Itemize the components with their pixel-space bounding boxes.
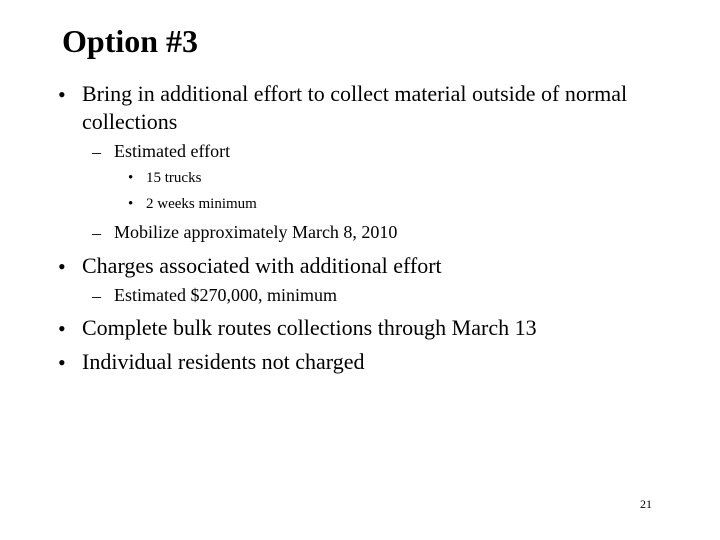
dash-icon: – — [92, 286, 101, 306]
dash-icon: – — [92, 223, 101, 243]
bullet-icon: • — [128, 170, 134, 186]
dash-icon: – — [92, 142, 101, 162]
sub-bullet-text: Estimated effort — [114, 141, 231, 161]
bullet-text: Charges associated with additional effort — [82, 253, 442, 278]
sub-bullet-text: Mobilize approximately March 8, 2010 — [114, 222, 398, 242]
bullet-text: Bring in additional effort to collect material outside of normal — [82, 81, 628, 106]
bullet-text-continuation: collections — [82, 109, 178, 134]
bullet-text: Complete bulk routes collections through March 13 — [82, 315, 537, 340]
bullet-icon: • — [128, 196, 134, 212]
page-number: 21 — [640, 497, 652, 511]
bullet-icon: • — [58, 82, 66, 107]
slide-title: Option #3 — [62, 23, 199, 59]
bullet-icon: • — [58, 254, 66, 279]
bullet-icon: • — [58, 350, 66, 375]
sub-sub-bullet-text: 2 weeks minimum — [146, 196, 257, 212]
bullet-icon: • — [58, 316, 66, 341]
sub-bullet-text: Estimated $270,000, minimum — [114, 285, 337, 305]
sub-sub-bullet-text: 15 trucks — [146, 170, 202, 186]
bullet-text: Individual residents not charged — [82, 349, 365, 374]
